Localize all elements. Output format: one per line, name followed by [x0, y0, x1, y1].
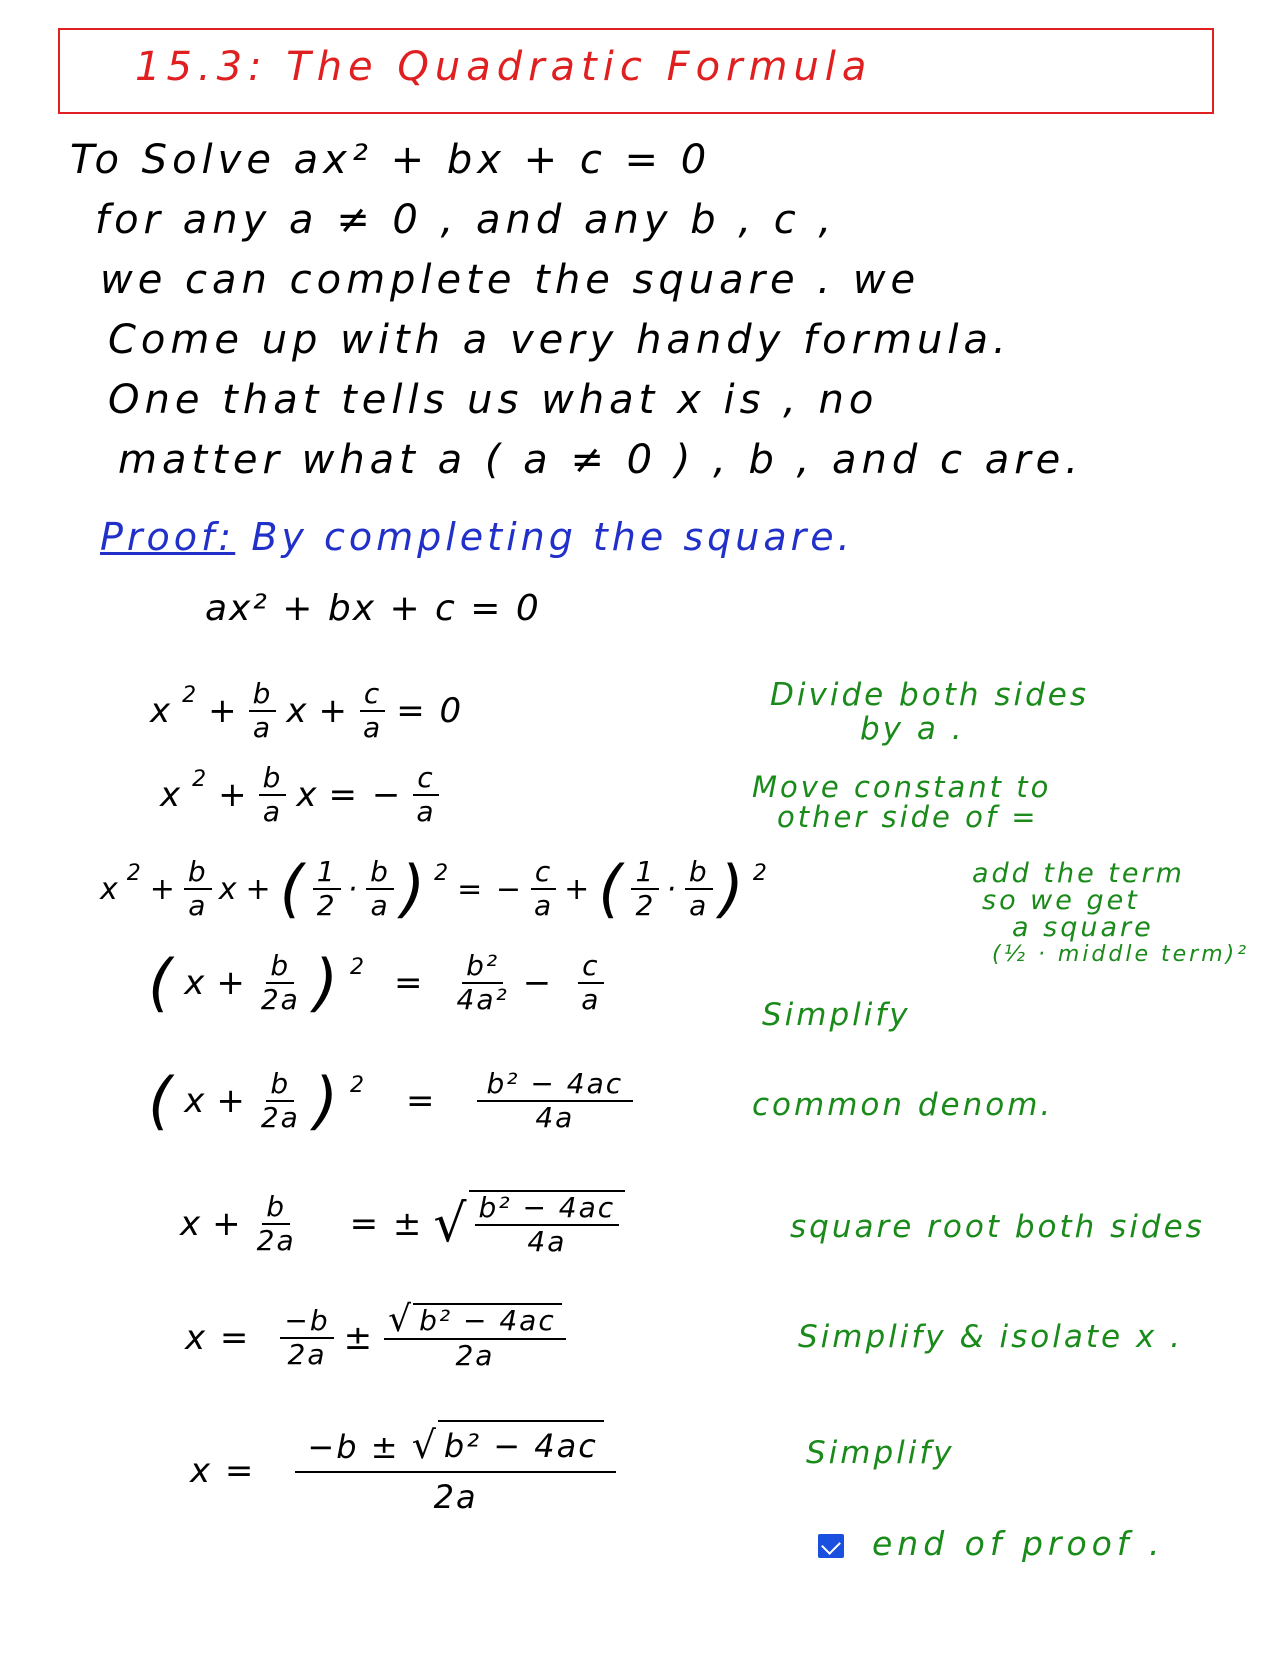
right-paren: ) [313, 946, 341, 1019]
proof-heading [100, 515, 854, 559]
term: x [286, 691, 309, 731]
intro-line: One that tells us what x is , no [108, 377, 879, 423]
note-add-term [972, 860, 1249, 968]
note-simplify-2: Simplify [806, 1435, 955, 1471]
radical-sign: √ [433, 1194, 469, 1254]
exponent: 2 [350, 1072, 367, 1098]
denominator: 2a [260, 1101, 300, 1134]
fraction [384, 1299, 566, 1372]
square-root [388, 1299, 562, 1340]
numerator: 1 [631, 856, 659, 890]
operator: − [522, 963, 554, 1003]
term: x [184, 963, 207, 1003]
numerator [295, 1420, 615, 1473]
radicand: b² − 4ac [438, 1420, 604, 1470]
intro-line: Come up with a very handy formula. [108, 317, 1011, 363]
operator: + [216, 963, 247, 1003]
term: x = [190, 1450, 256, 1491]
fraction [249, 678, 277, 744]
denominator: a [689, 889, 709, 922]
radical-sign: √ [411, 1423, 438, 1467]
step-add-term [100, 852, 769, 925]
exponent: 2 [350, 954, 367, 980]
step-quadratic-formula [190, 1420, 616, 1521]
denominator: a [188, 889, 208, 922]
numerator: b² − 4ac [477, 1068, 634, 1102]
fraction [366, 856, 394, 922]
term: x [218, 871, 239, 907]
step-divide [150, 678, 463, 744]
equals: = [394, 963, 425, 1003]
right-paren: ) [313, 1064, 341, 1137]
fraction [253, 1191, 300, 1257]
step-isolate-x [185, 1299, 566, 1372]
intro-line: To Solve ax² + bx + c = 0 [70, 137, 712, 183]
numerator: b [262, 1191, 290, 1225]
operator: + [208, 691, 239, 731]
exponent: 2 [752, 860, 769, 886]
fraction [259, 762, 287, 828]
denominator: 2a [287, 1337, 327, 1371]
denominator: 2 [316, 889, 337, 922]
numerator: −b [280, 1305, 333, 1339]
left-paren: ( [279, 852, 306, 925]
denominator: a [262, 795, 283, 828]
step-square-root [180, 1190, 625, 1258]
radical-sign: √ [388, 1299, 414, 1340]
fraction [477, 1068, 634, 1134]
radicand [469, 1190, 626, 1258]
denominator: a [370, 889, 390, 922]
denominator: 2a [260, 983, 300, 1016]
operator: + [245, 871, 273, 907]
fraction [530, 856, 557, 922]
denominator: 2a [455, 1339, 495, 1372]
right-paren: ) [400, 852, 428, 925]
fraction [685, 856, 713, 922]
note-simplify-1: Simplify [762, 997, 911, 1033]
note-line: add the term [972, 858, 1185, 889]
denominator: 4a² [456, 983, 509, 1016]
denominator: a [252, 711, 273, 744]
numerator: b² [462, 950, 503, 984]
exponent: 2 [192, 766, 209, 792]
fraction [453, 950, 513, 1016]
note-isolate-x: Simplify & isolate x . [798, 1319, 1184, 1355]
denominator: a [416, 795, 436, 828]
fraction [475, 1192, 620, 1258]
note-line: Divide both sides [770, 677, 1090, 713]
numerator: b [266, 1068, 294, 1102]
numerator: b [259, 762, 287, 796]
title-box [58, 28, 1214, 114]
denominator: 2a [256, 1224, 296, 1257]
numerator: b² − 4ac [475, 1192, 620, 1226]
numerator: c [531, 856, 556, 890]
numerator: b [685, 856, 713, 890]
fraction [577, 950, 604, 1016]
note-line: other side of = [777, 800, 1039, 834]
term: x = [185, 1317, 251, 1358]
term: x [180, 1204, 203, 1244]
operator: ± [343, 1317, 375, 1358]
end-of-proof: end of proof . [872, 1524, 1165, 1563]
intro-line: matter what a ( a ≠ 0 ) , b , and c are. [118, 437, 1083, 483]
operator: · [666, 871, 678, 907]
operator: + [564, 871, 592, 907]
radicand: b² − 4ac [413, 1303, 562, 1337]
note-common-denom: common denom. [752, 1087, 1054, 1123]
numerator: c [578, 950, 603, 984]
fraction [295, 1420, 615, 1521]
note-move-constant [752, 772, 1051, 832]
operator: + [318, 691, 350, 731]
numerator: c [413, 762, 438, 796]
denominator: a [581, 983, 601, 1016]
note-line: a square [1012, 912, 1154, 943]
proof-label: Proof: [100, 515, 236, 559]
step-simplify-1 [148, 946, 604, 1019]
fraction [257, 950, 304, 1016]
operator: + [218, 775, 249, 815]
numerator: b [266, 950, 294, 984]
term: x [184, 1081, 207, 1121]
note-divide [770, 678, 1089, 746]
numerator: 1 [313, 856, 341, 890]
note-line: by a . [860, 711, 965, 747]
equals: = ± [349, 1204, 424, 1244]
exponent: 2 [182, 682, 199, 708]
fraction [359, 678, 386, 744]
note-square-root: square root both sides [790, 1209, 1205, 1245]
fraction [280, 1305, 333, 1371]
term: x [160, 775, 183, 815]
left-paren: ( [598, 852, 625, 925]
page-title: 15.3: The Quadratic Formula [135, 44, 873, 90]
numerator [384, 1299, 566, 1340]
equation-start [205, 588, 541, 629]
denominator: 2 [635, 889, 656, 922]
operator: + [149, 871, 177, 907]
square-root [412, 1420, 604, 1470]
equals: = [406, 1081, 437, 1121]
note-line: Move constant to [752, 770, 1052, 804]
note-line: (½ · middle term)² [992, 942, 1250, 967]
left-paren: ( [148, 946, 175, 1019]
right-paren: ) [719, 852, 746, 925]
exponent: 2 [434, 860, 451, 886]
denominator: a [533, 889, 554, 922]
denominator: 4a [527, 1225, 567, 1258]
denominator: 4a [535, 1101, 575, 1134]
intro-line: we can complete the square . we [100, 257, 921, 303]
fraction [313, 856, 341, 922]
operator: + [212, 1204, 243, 1244]
intro-paragraph [70, 130, 1240, 490]
exponent: 2 [126, 860, 143, 886]
operator: + [216, 1081, 247, 1121]
denominator: a [363, 711, 383, 744]
numerator: b [366, 856, 394, 890]
term: x [150, 691, 173, 731]
equals: = − [328, 775, 403, 815]
square-root [433, 1190, 625, 1258]
equals: = 0 [396, 691, 464, 731]
equals: = − [457, 871, 523, 907]
left-paren: ( [148, 1064, 175, 1137]
numerator-lead: −b ± [307, 1428, 412, 1466]
equation-text: ax² + bx + c = 0 [205, 588, 541, 629]
denominator: 2a [433, 1478, 478, 1516]
numerator: b [184, 856, 212, 890]
note-line: so we get [982, 885, 1140, 916]
proof-text: By completing the square. [251, 515, 854, 559]
checkbox-icon [818, 1534, 844, 1558]
term: x [296, 775, 319, 815]
step-common-denom [148, 1064, 633, 1137]
fraction [257, 1068, 304, 1134]
numerator: c [360, 678, 385, 712]
step-move-constant [160, 762, 440, 828]
operator: · [347, 871, 360, 907]
fraction [631, 856, 659, 922]
fraction [412, 762, 439, 828]
term: x [100, 871, 120, 907]
fraction [184, 856, 212, 922]
intro-line: for any a ≠ 0 , and any b , c , [95, 197, 837, 243]
numerator: b [249, 678, 277, 712]
